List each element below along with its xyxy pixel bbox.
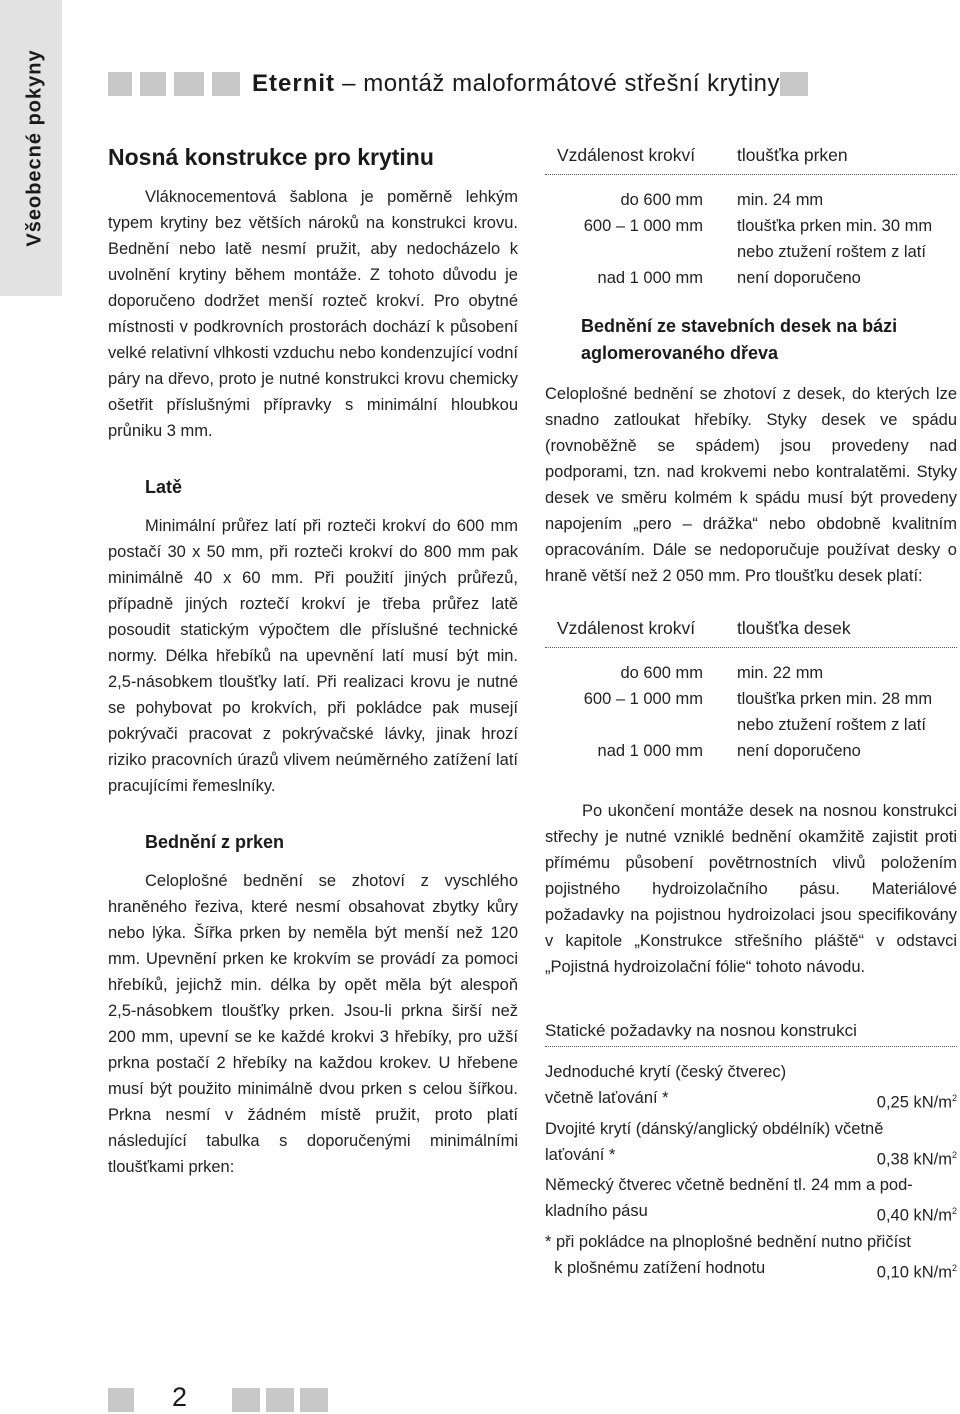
load-label: Jednoduché krytí (český čtverec) <box>545 1063 787 1081</box>
table-header <box>545 615 957 648</box>
table-cell: nebo ztužení roštem z latí <box>737 243 926 261</box>
footer-square <box>266 1388 294 1412</box>
prkna-heading: Bednění z prken <box>145 832 285 852</box>
load-label: Dvojité krytí (dánský/anglický obdélník) včetně <box>545 1119 884 1138</box>
table-cell: tloušťka prken min. 30 mm <box>737 217 933 235</box>
load-list <box>545 1059 957 1285</box>
intro-paragraph: Vláknocementová šablona je poměrně lehkým typem krytiny bez větších nároků na konstrukci krovu. Bednění nebo latě nesmí pružit, aby nedocházelo k uvolnění krytiny během montáže. Z tohoto důvodu je doporučeno dodržet menší rozteč krokví. Pro obytné místnosti v podkrovních prostorách dochází k působení velké relativní vlhkosti vzduchu nebo kondenzující vodní páry na dřevo, proto je nutné konstrukci krovu chemicky ošetřit příslušnými přípravky s minimální hloubkou průniku 3 mm. <box>108 188 518 440</box>
load-value: 0,40 $kN/m^2$ <box>876 1206 957 1225</box>
table-row <box>545 239 957 265</box>
table-cell <box>545 239 703 265</box>
load-label: kladního pásu <box>545 1202 648 1220</box>
desky-paragraph: Celoplošné bednění se zhotoví z desek, do kterých lze snadno zatloukat hřebíky. Styky desek ve spádu (rovnoběžně se spádem) jsou provedeny nad podporami, tzn. nad krokvemi nebo kontralatěmi. Styky desek ve směru kolmém k spádu musí být provedeny napojením „pero – drážka“ nebo obdobně kvalitním opracováním. Dále se nedoporučuje používat desky o hraně větší než 2 050 mm. Pro tloušťku desek platí: <box>545 385 957 585</box>
load-label: včetně laťování * <box>545 1089 669 1107</box>
footer-square <box>300 1388 328 1412</box>
table-cell: nad 1 000 mm <box>597 742 703 760</box>
load-label: * při pokládce na plnoplošné bednění nutno přičíst <box>545 1232 912 1251</box>
side-tab <box>0 0 62 296</box>
load-item <box>545 1142 957 1173</box>
table-row <box>545 265 957 291</box>
table-cell: 600 – 1 000 mm <box>583 217 703 235</box>
table-row <box>545 712 957 738</box>
table-row <box>545 213 957 239</box>
header-square <box>140 72 166 96</box>
load-label: laťování * <box>545 1145 616 1164</box>
load-item-label-top <box>545 1059 957 1085</box>
table-header <box>545 142 957 175</box>
thickness-table-boards <box>545 142 957 291</box>
header-square <box>108 72 132 96</box>
header-square <box>780 72 808 96</box>
load-item <box>545 1085 957 1116</box>
load-label: Německý čtverec včetně bednění tl. 24 mm a pod- <box>545 1176 913 1194</box>
late-paragraph: Minimální průřez latí při rozteči krokví do 600 mm postačí 30 x 50 mm, při rozteči krokví do 800 mm pak minimálně 40 x 60 mm. Při použití jiných průřezů, případně jiných roztečí krokví je třeba průřez latě posoudit statickým výpočtem dle příslušné technické normy. Délka hřebíků na upevnění latí musí být min. 2,5-násobkem tloušťky latí. Při realizaci krovu je nutné se pohybovat po krokvích, při pokládce pak musejí pokrývači pracovat z pokrývačské lávky, jinak hrozí riziko pracovních úrazů vlivem neúměrného zatížení latí pracujícími řemeslníky. <box>108 517 518 795</box>
section-title: Nosná konstrukce pro krytinu <box>108 144 434 170</box>
page-number: 2 <box>172 1382 188 1412</box>
header-square <box>174 72 204 96</box>
late-heading: Latě <box>145 477 183 497</box>
page-header <box>252 70 780 98</box>
left-column <box>108 142 518 1180</box>
load-value: 0,25 $kN/m^2$ <box>876 1093 957 1112</box>
desky-heading: Bednění ze stavebních desek na bázi aglomerovaného dřeva <box>581 316 898 363</box>
load-item <box>545 1255 957 1286</box>
table-header-cell: Vzdálenost krokví <box>557 145 696 165</box>
table-cell: tloušťka prken min. 28 mm <box>737 690 933 708</box>
right-column <box>545 142 957 1285</box>
table-row <box>545 660 957 686</box>
table-cell <box>545 712 703 738</box>
table-cell: min. 22 mm <box>737 664 824 682</box>
load-item-label-top <box>545 1116 957 1142</box>
table-row <box>545 686 957 712</box>
footer-square <box>108 1388 134 1412</box>
side-tab-label: Všeobecné pokyny <box>23 49 46 247</box>
load-label: k plošnému zatížení hodnotu <box>545 1258 766 1277</box>
table-header-cell: tloušťka desek <box>737 618 851 638</box>
table-cell: do 600 mm <box>620 191 703 209</box>
table-cell: nad 1 000 mm <box>597 269 703 287</box>
table-cell: do 600 mm <box>620 664 703 682</box>
static-requirements-title: Statické požadavky na nosnou konstrukci <box>545 1018 957 1047</box>
closing-paragraph: Po ukončení montáže desek na nosnou konstrukci střechy je nutné vzniklé bednění okamžitě zajistit proti přímému působení povětrnostních vlivů položením pojistného hydroizolačního pásu. Materiálové požadavky na pojistnou hydroizolaci jsou specifikovány v kapitole „Konstrukce střešního pláště“ v odstavci „Pojistná hydroizolační fólie“ tohoto návodu. <box>545 802 957 976</box>
load-item-label-top <box>545 1229 957 1255</box>
table-cell: nebo ztužení roštem z latí <box>737 716 926 734</box>
table-cell: min. 24 mm <box>737 191 824 209</box>
table-row <box>545 738 957 764</box>
table-cell: 600 – 1 000 mm <box>583 690 703 708</box>
header-title-text: – montáž maloformátové střešní krytiny <box>335 70 780 97</box>
load-value: 0,38 $kN/m^2$ <box>876 1149 957 1168</box>
prkna-paragraph: Celoplošné bednění se zhotoví z vyschlého hraněného řeziva, které nesmí obsahovat zbytky kůry nebo lýka. Šířka prken by neměla být menší než 120 mm. Upevnění prken ke krokvím se provádí za pomoci hřebíků, jejichž min. délka by opět měla být alespoň 2,5-násobkem tloušťky prken. Jsou-li prkna širší než 200 mm, upevní se ke každé krokvi 3 hřebíky, pro užší prkna postačí 2 hřebíky na každou krokev. U hřebene musí být použito minimálně dvou prken s celou šířkou. Prkna nesmí v žádném místě pružit, proto platí následující tabulka s doporučenými minimálními tloušťkami prken: <box>108 872 518 1176</box>
footer-square <box>232 1388 260 1412</box>
table-row <box>545 187 957 213</box>
load-item-label-top <box>545 1172 957 1198</box>
thickness-table-panels <box>545 615 957 764</box>
table-cell: není doporučeno <box>737 269 861 287</box>
load-item <box>545 1198 957 1229</box>
table-header-cell: tloušťka prken <box>737 145 848 165</box>
header-square <box>212 72 240 96</box>
table-header-cell: Vzdálenost krokví <box>557 618 696 638</box>
brand-name: Eternit <box>252 70 336 97</box>
load-value: 0,10 $kN/m^2$ <box>876 1262 957 1281</box>
table-cell: není doporučeno <box>737 742 861 760</box>
